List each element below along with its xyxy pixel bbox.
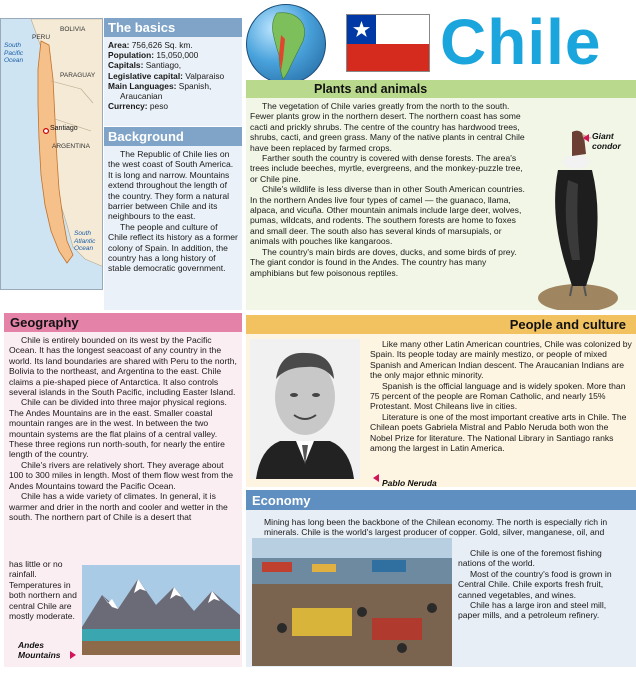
basics-legislative: Legislative capital: Valparaiso <box>108 70 225 81</box>
plants-paragraph: The vegetation of Chile varies greatly from the north to the south. Fewer plants grow in the northern desert. The northern coast has some cacti and prickly shrubs. The centre of the country has hardwood trees, shrubs, cacti, and green grass. Many of the native plants in central Chile have been replaced by farmed crops. <box>250 101 525 153</box>
people-body <box>370 339 632 453</box>
geography-paragraph: Chile is entirely bounded on its west by the Pacific Ocean. It has the longest seacoast of any country in the world. Its land boundaries are shared with Peru to the north, Bolivia to the northeast, and Argentina to the east. Chile claims a pie-shaped piece of Antarctica. It also controls several islands in the South Pacific, including Easter Island. <box>9 335 237 398</box>
plants-body <box>250 101 526 278</box>
geography-heading: Geography <box>4 313 242 332</box>
plants-paragraph: The country's main birds are doves, ducks, and some birds of prey. The giant condor is found in the Andes. The country has many amphibians but few poisonous reptiles. <box>250 246 517 278</box>
background-paragraph: The people and culture of Chile reflect its history as a former colony of Spain. In addition, the country has a long history of stable democratic government. <box>108 221 238 274</box>
caption-marker-icon <box>583 134 589 142</box>
map-label-santiago: Santiago <box>50 125 78 132</box>
background-panel <box>104 127 242 310</box>
economy-panel <box>246 490 636 667</box>
basics-panel <box>104 18 242 126</box>
map-label-south-pacific: South Pacific Ocean <box>4 42 24 64</box>
background-body <box>104 146 242 277</box>
map-label-south-atlantic: South Atlantic Ocean <box>74 230 96 252</box>
economy-paragraph: Chile has a large iron and steel mill, paper mills, and a petroleum refinery. <box>458 600 607 621</box>
people-paragraph: Like many other Latin American countries, Chile was colonized by Spain. Its people today are mainly mestizo, or people of mixed Spanish and American Indian descent. The Araucanian Indians are the only major ethnic minority. <box>370 339 632 381</box>
map-label-argentina: ARGENTINA <box>52 143 90 150</box>
basics-area: Area: 756,626 Sq. km. <box>108 40 193 50</box>
basics-population: Population: 15,050,000 <box>108 50 199 61</box>
people-paragraph: Literature is one of the most important creative arts in Chile. The Chilean poets Gabriela Mistral and Pablo Neruda both won the Nobel Prize for literature. The National Library in Santiago ranks among the largest in Latin America. <box>370 411 627 454</box>
background-heading: Background <box>104 127 242 146</box>
background-paragraph: The Republic of Chile lies on the west coast of South America. It is long and narrow. Mountains extend throughout the length of the country. They form a natural barrier between Chile and its neighbours to the east. <box>108 149 234 222</box>
santiago-marker <box>44 129 49 134</box>
geography-body <box>4 332 242 525</box>
economy-heading: Economy <box>246 490 636 510</box>
fishing-harbour-image <box>252 538 452 666</box>
condor-caption: Giant condor <box>592 132 621 151</box>
map-label-peru: PERU <box>32 34 51 41</box>
map-label-paraguay: PARAGUAY <box>60 72 96 79</box>
plants-heading: Plants and animals <box>246 80 636 98</box>
andes-caption: Andes Mountains <box>18 641 61 663</box>
geography-paragraph: Chile can be divided into three major physical regions. The Andes Mountains are in the east. Smaller coastal mountain ranges are in the west. In between the two mountain systems are the flat plains of a central valley. These three regions run north-south, for nearly the entire length of the country. <box>9 397 227 460</box>
globe-image <box>246 4 326 84</box>
pablo-neruda-photo <box>250 339 360 479</box>
basics-currency: Currency: peso <box>108 101 169 112</box>
people-panel <box>246 315 636 487</box>
people-heading: People and culture <box>246 315 636 334</box>
flag-star-icon <box>347 15 376 44</box>
basics-capitals: Capitals: Santiago, <box>108 60 182 71</box>
basics-body <box>104 37 242 114</box>
plants-paragraph: Chile's wildlife is less diverse than in other South American countries. In the northern Andes live four types of camel — the guanaco, llama, alpaca, and vicuña. Other mountain animals include large deer, wolves, pumas, wildcats, and rodents. The southern forests are home to foxes and small deer. The south also has several kinds of marsupials, or animals with pouches like kangaroos. <box>250 184 525 247</box>
people-paragraph: Spanish is the official language and is widely spoken. More than 75 percent of the people are Roman Catholic, and nearly 15% Protestant. Most Chileans live in cities. <box>370 380 626 412</box>
plants-paragraph: Farther south the country is covered with dense forests. The area's trees include beeches, myrtle, evergreens, and the monkey-puzzle tree, or Chile pine. <box>250 153 523 184</box>
globe-continent <box>247 5 326 84</box>
map-label-bolivia: BOLIVIA <box>60 26 86 33</box>
caption-marker-icon <box>70 651 76 659</box>
geography-paragraph: Chile has a wide variety of climates. In general, it is warmer and drier in the north and cooler and wetter in the south. The northern part of Chile is a desert that <box>9 491 228 522</box>
economy-intro: Mining has long been the backbone of the Chilean economy. The north is especially rich in minerals. Chile is the world's largest producer of copper. Gold, silver, manganese, oil, and <box>264 517 608 538</box>
economy-paragraph: Chile is one of the foremost fishing nations of the world. <box>458 548 602 569</box>
plants-panel <box>246 80 636 310</box>
basics-languages: Main Languages: Spanish, <box>108 80 212 91</box>
geography-paragraph-continued: has little or no rainfall. Temperatures in both northern and central Chile are mostly moderate. <box>9 559 77 622</box>
andes-mountains-image <box>82 565 240 655</box>
geography-panel <box>4 313 242 667</box>
chile-flag <box>346 14 430 72</box>
economy-body <box>458 548 630 621</box>
economy-paragraph: Most of the country's food is grown in Central Chile. Chile exports fresh fruit, canned vegetables, and wines. <box>458 568 612 600</box>
basics-languages-2: Araucanian <box>120 91 163 102</box>
geography-paragraph: Chile's rivers are relatively short. They average about 100 to 300 miles in length. Most of them flow west from the Andes Mountains toward the Pacific Ocean. <box>9 459 234 491</box>
caption-marker-icon <box>373 474 379 482</box>
basics-heading: The basics <box>104 18 242 37</box>
neruda-caption: Pablo Neruda <box>382 473 437 491</box>
page-title: Chile <box>440 6 602 78</box>
